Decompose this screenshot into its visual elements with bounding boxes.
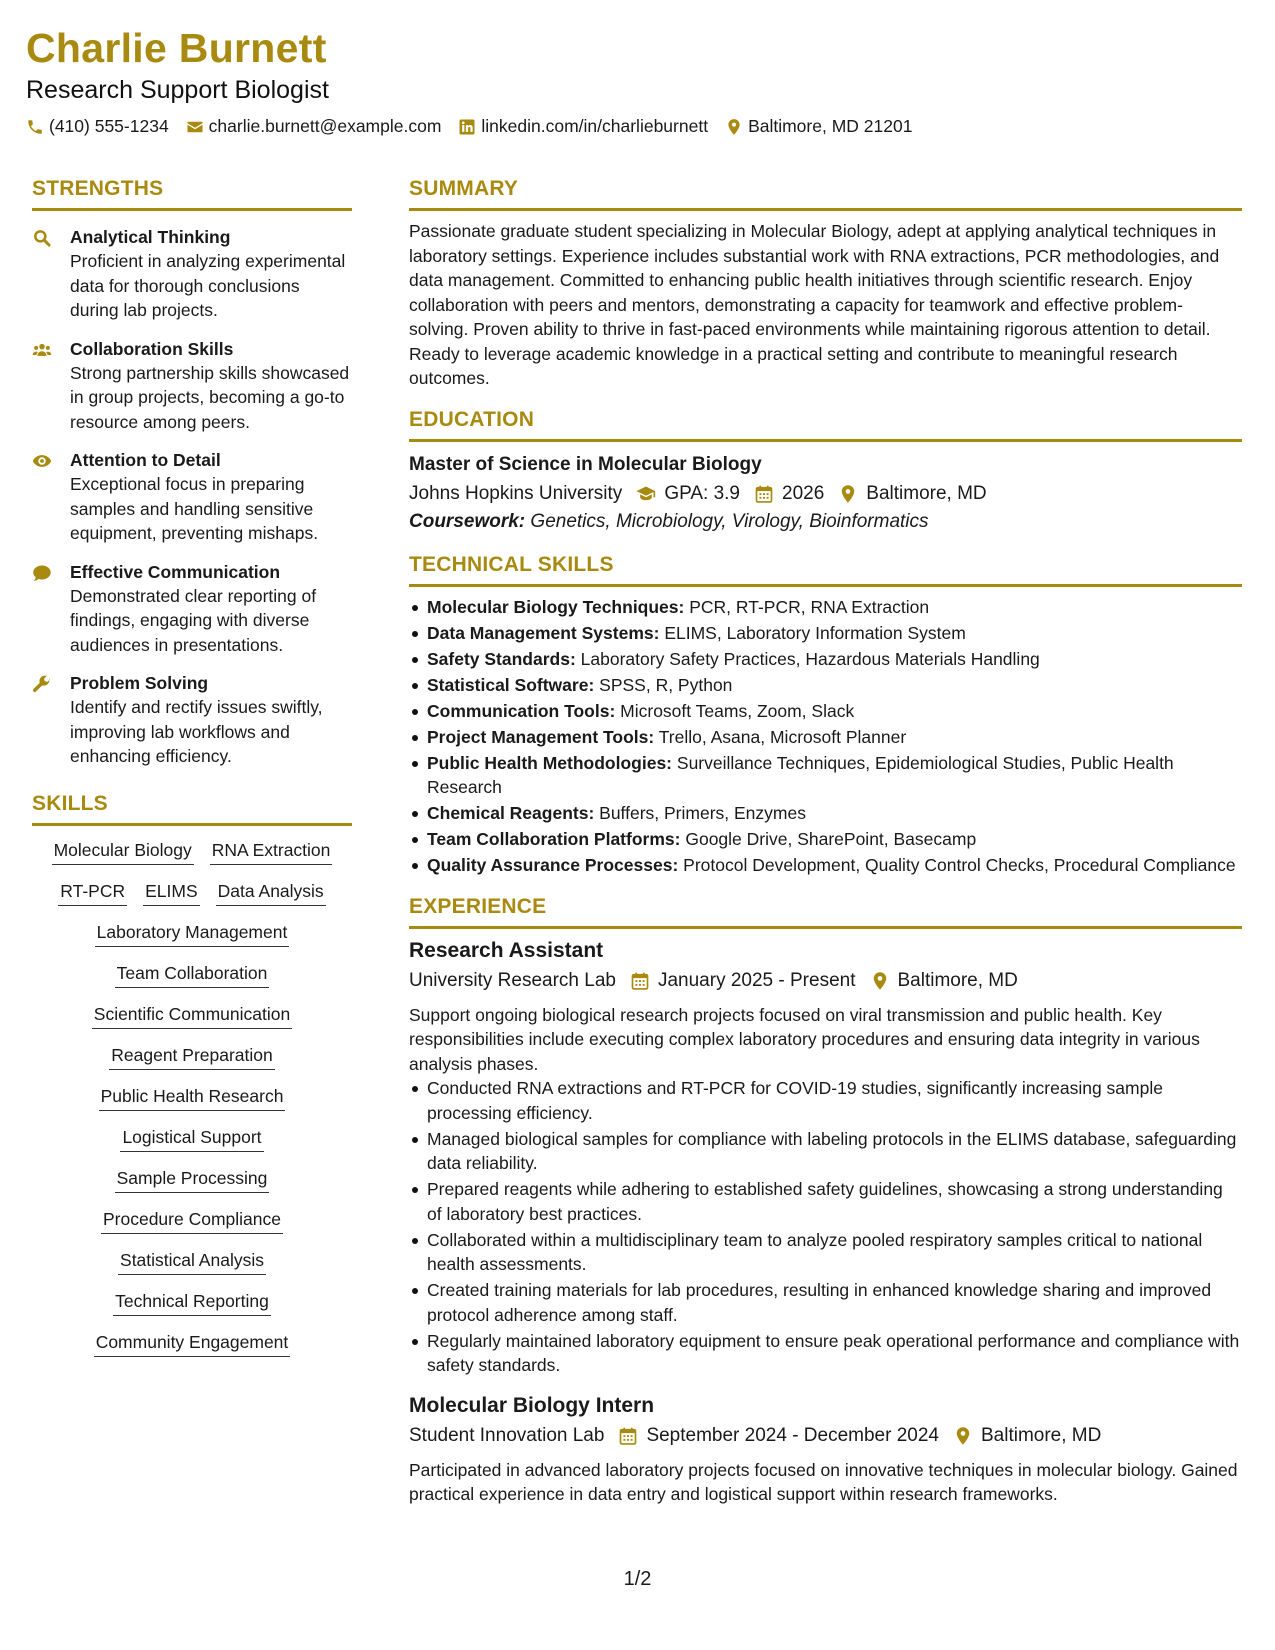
technical-skills-section xyxy=(409,552,1242,878)
technical-skill-value: ELIMS, Laboratory Information System xyxy=(664,622,966,643)
education-heading: EDUCATION xyxy=(409,407,1242,442)
technical-skill-label: Project Management Tools: xyxy=(427,726,655,747)
strengths-heading: STRENGTHS xyxy=(32,176,352,211)
comment-icon xyxy=(32,563,52,583)
resume-header xyxy=(26,24,1246,137)
contact-phone[interactable] xyxy=(26,116,169,137)
wrench-icon xyxy=(32,674,52,694)
skill-row xyxy=(32,1043,352,1070)
strength-title: Attention to Detail xyxy=(70,450,221,470)
technical-skill-label: Statistical Software: xyxy=(427,674,595,695)
skill-tag: Statistical Analysis xyxy=(118,1248,266,1275)
strength-item xyxy=(32,337,352,435)
technical-skill-item xyxy=(409,699,1242,724)
strength-desc: Proficient in analyzing experimental data for thorough conclusions during lab projects. xyxy=(70,251,346,320)
strength-desc: Exceptional focus in preparing samples and handling sensitive equipment, preventing mishaps. xyxy=(70,474,319,543)
skill-row xyxy=(32,838,352,865)
technical-skill-value: Buffers, Primers, Enzymes xyxy=(599,803,806,823)
job-dates-item xyxy=(618,1422,939,1450)
map-pin-icon xyxy=(953,1426,973,1446)
technical-skill-label: Chemical Reagents: xyxy=(427,803,595,823)
skill-tag: Reagent Preparation xyxy=(109,1043,275,1070)
technical-skill-item xyxy=(409,751,1242,800)
skill-row xyxy=(32,879,352,906)
job-location-item xyxy=(870,967,1018,995)
candidate-name: Charlie Burnett xyxy=(26,25,327,71)
strength-desc: Identify and rectify issues swiftly, improving lab workflows and enhancing efficiency. xyxy=(70,697,323,766)
technical-skill-value: Protocol Development, Quality Control Checks, Procedural Compliance xyxy=(683,855,1236,875)
location-text: Baltimore, MD 21201 xyxy=(748,116,913,136)
technical-skill-label: Molecular Biology Techniques: xyxy=(427,596,685,617)
strength-item xyxy=(32,448,352,546)
gpa-item xyxy=(636,480,740,508)
candidate-title: Research Support Biologist xyxy=(26,76,329,104)
skill-tag: RT-PCR xyxy=(58,879,127,906)
page-number: 1/2 xyxy=(623,1568,652,1590)
technical-skill-label: Communication Tools: xyxy=(427,700,616,721)
education-section xyxy=(409,407,1242,536)
technical-skill-value: Google Drive, SharePoint, Basecamp xyxy=(685,829,977,849)
job-bullet: Conducted RNA extractions and RT-PCR for COVID-19 studies, significantly increasing sample processing efficiency. xyxy=(409,1076,1242,1125)
technical-skill-item xyxy=(409,853,1242,878)
skill-tag: Molecular Biology xyxy=(52,838,194,865)
job-bullet: Prepared reagents while adhering to established safety guidelines, showcasing a strong understanding of laboratory best practices. xyxy=(409,1177,1242,1226)
summary-section xyxy=(409,176,1242,391)
contact-email[interactable] xyxy=(186,116,442,137)
job-entry xyxy=(409,1392,1242,1507)
email-text: charlie.burnett@example.com xyxy=(208,116,442,136)
skill-row xyxy=(32,1166,352,1193)
technical-skill-item xyxy=(409,801,1242,826)
calendar-icon xyxy=(630,971,650,991)
right-column xyxy=(409,176,1242,1523)
experience-heading: EXPERIENCE xyxy=(409,894,1242,929)
phone-icon xyxy=(26,118,44,136)
job-description: Support ongoing biological research projects focused on viral transmission and public health. Key responsibilities include executing complex laboratory procedures and ensuring data integrity in various analysis phases. xyxy=(409,1004,1200,1074)
technical-skill-item xyxy=(409,725,1242,750)
technical-skill-value: Microsoft Teams, Zoom, Slack xyxy=(620,700,855,721)
technical-skills-list xyxy=(409,595,1242,878)
skill-tag: Procedure Compliance xyxy=(101,1207,283,1234)
job-dates: September 2024 - December 2024 xyxy=(646,1424,939,1446)
skill-tag: Community Engagement xyxy=(94,1330,291,1357)
skill-tag: Logistical Support xyxy=(120,1125,263,1152)
map-pin-icon xyxy=(725,118,743,136)
strength-title: Collaboration Skills xyxy=(70,338,234,359)
gpa-text: GPA: 3.9 xyxy=(664,482,740,504)
strength-title: Effective Communication xyxy=(70,561,281,582)
year-text: 2026 xyxy=(782,482,825,504)
calendar-icon xyxy=(754,484,774,504)
skill-tag: Scientific Communication xyxy=(92,1002,292,1029)
degree-title: Master of Science in Molecular Biology xyxy=(409,453,762,475)
strength-item xyxy=(32,225,352,323)
job-description: Participated in advanced laboratory projects focused on innovative techniques in molecular biology. Gained practical experience in data entry and logistical support within research frameworks. xyxy=(409,1459,1238,1504)
search-icon xyxy=(32,228,52,248)
skill-row xyxy=(32,920,352,947)
skill-tag: Public Health Research xyxy=(99,1084,286,1111)
edu-location-text: Baltimore, MD xyxy=(866,482,987,504)
strength-title: Problem Solving xyxy=(70,673,209,693)
technical-skill-item xyxy=(409,673,1242,698)
job-title: Research Assistant xyxy=(409,938,604,962)
summary-text: Passionate graduate student specializing in Molecular Biology, adept at applying analytical techniques in laboratory settings. Experience includes substantial work with RNA extractions, PCR methodologies, and data management. Committed to enhancing public health initiatives through scientific research. Enjoy collaboration with peers and mentors, demonstrating a capacity for teamwork and effective problem-solving. Proven ability to thrive in fast-paced environments while maintaining rigorous attention to detail. Ready to leverage academic knowledge in a practical setting and contribute to meaningful research outcomes. xyxy=(409,221,1220,388)
phone-text: (410) 555-1234 xyxy=(49,116,169,136)
job-entry xyxy=(409,937,1242,1378)
linkedin-icon xyxy=(458,118,476,136)
technical-skill-item xyxy=(409,621,1242,646)
skills-section xyxy=(32,791,352,1371)
skill-row xyxy=(32,1330,352,1357)
skill-tag: Team Collaboration xyxy=(115,961,270,988)
technical-skill-value: Trello, Asana, Microsoft Planner xyxy=(658,726,907,747)
education-meta xyxy=(409,480,1242,508)
job-title: Molecular Biology Intern xyxy=(409,1393,655,1417)
skill-row xyxy=(32,961,352,988)
job-location-item xyxy=(953,1422,1101,1450)
job-org: University Research Lab xyxy=(409,969,616,991)
technical-skill-label: Safety Standards: xyxy=(427,648,576,669)
coursework-line xyxy=(409,508,1242,536)
school-name: Johns Hopkins University xyxy=(409,482,623,504)
skill-row xyxy=(32,1207,352,1234)
job-dates: January 2025 - Present xyxy=(657,969,856,991)
skill-tag: Sample Processing xyxy=(115,1166,270,1193)
linkedin-text: linkedin.com/in/charlieburnett xyxy=(481,116,709,136)
strength-desc: Strong partnership skills showcased in group projects, becoming a go-to resource among peers. xyxy=(70,362,350,432)
skill-tag: Technical Reporting xyxy=(113,1289,271,1316)
technical-skill-value: Surveillance Techniques, Epidemiological Studies, Public Health Research xyxy=(427,752,1174,797)
technical-skill-item xyxy=(409,595,1242,620)
technical-skill-label: Team Collaboration Platforms: xyxy=(427,829,681,849)
experience-section xyxy=(409,894,1242,1507)
skills-heading: SKILLS xyxy=(32,791,352,826)
map-pin-icon xyxy=(838,484,858,504)
job-bullet: Created training materials for lab procedures, resulting in enhanced knowledge sharing and improved protocol adherence among staff. xyxy=(409,1278,1242,1327)
eye-icon xyxy=(32,451,52,471)
envelope-icon xyxy=(186,118,204,136)
skill-tag: RNA Extraction xyxy=(210,838,333,865)
skill-row xyxy=(32,1002,352,1029)
strength-item xyxy=(32,560,352,658)
coursework-label: Coursework: xyxy=(409,510,526,532)
job-bullets xyxy=(409,1076,1242,1378)
summary-heading: SUMMARY xyxy=(409,176,1242,211)
technical-skill-item xyxy=(409,827,1242,852)
technical-skill-label: Public Health Methodologies: xyxy=(427,752,673,773)
job-meta xyxy=(409,967,1242,995)
graduation-cap-icon xyxy=(636,484,656,504)
contact-location xyxy=(725,116,912,137)
technical-skills-heading: TECHNICAL SKILLS xyxy=(409,552,1242,587)
strength-desc: Demonstrated clear reporting of findings, engaging with diverse audiences in presentations. xyxy=(70,585,317,655)
job-location: Baltimore, MD xyxy=(981,1424,1102,1446)
job-org: Student Innovation Lab xyxy=(409,1424,605,1446)
skill-tag: Data Analysis xyxy=(216,879,326,906)
skill-row xyxy=(32,1248,352,1275)
year-item xyxy=(754,480,824,508)
job-dates-item xyxy=(630,967,856,995)
skill-tag: Laboratory Management xyxy=(95,920,290,947)
technical-skill-item xyxy=(409,647,1242,672)
coursework-list: Genetics, Microbiology, Virology, Bioinformatics xyxy=(530,510,929,532)
skill-tag-list xyxy=(32,826,352,1371)
contact-bar xyxy=(26,116,1246,137)
edu-location-item xyxy=(838,480,986,508)
calendar-icon xyxy=(618,1426,638,1446)
skill-row xyxy=(32,1125,352,1152)
technical-skill-value: Laboratory Safety Practices, Hazardous Materials Handling xyxy=(580,648,1040,669)
strength-title: Analytical Thinking xyxy=(70,227,231,247)
technical-skill-value: SPSS, R, Python xyxy=(599,674,733,695)
contact-linkedin[interactable] xyxy=(458,116,708,137)
job-bullet: Regularly maintained laboratory equipment to ensure peak operational performance and compliance with safety standards. xyxy=(409,1329,1242,1378)
job-location: Baltimore, MD xyxy=(897,969,1018,991)
technical-skill-label: Quality Assurance Processes: xyxy=(427,855,679,875)
technical-skill-value: PCR, RT-PCR, RNA Extraction xyxy=(689,596,930,617)
skill-row xyxy=(32,1289,352,1316)
strength-item xyxy=(32,671,352,769)
map-pin-icon xyxy=(870,971,890,991)
users-icon xyxy=(32,340,52,360)
job-meta xyxy=(409,1422,1242,1450)
left-column xyxy=(32,176,352,1371)
skill-tag: ELIMS xyxy=(143,879,200,906)
job-bullet: Collaborated within a multidisciplinary team to analyze pooled respiratory samples critical to national health assessments. xyxy=(409,1228,1242,1277)
job-bullet: Managed biological samples for compliance with labeling protocols in the ELIMS database, safeguarding data reliability. xyxy=(409,1127,1242,1176)
technical-skill-label: Data Management Systems: xyxy=(427,622,660,643)
skill-row xyxy=(32,1084,352,1111)
